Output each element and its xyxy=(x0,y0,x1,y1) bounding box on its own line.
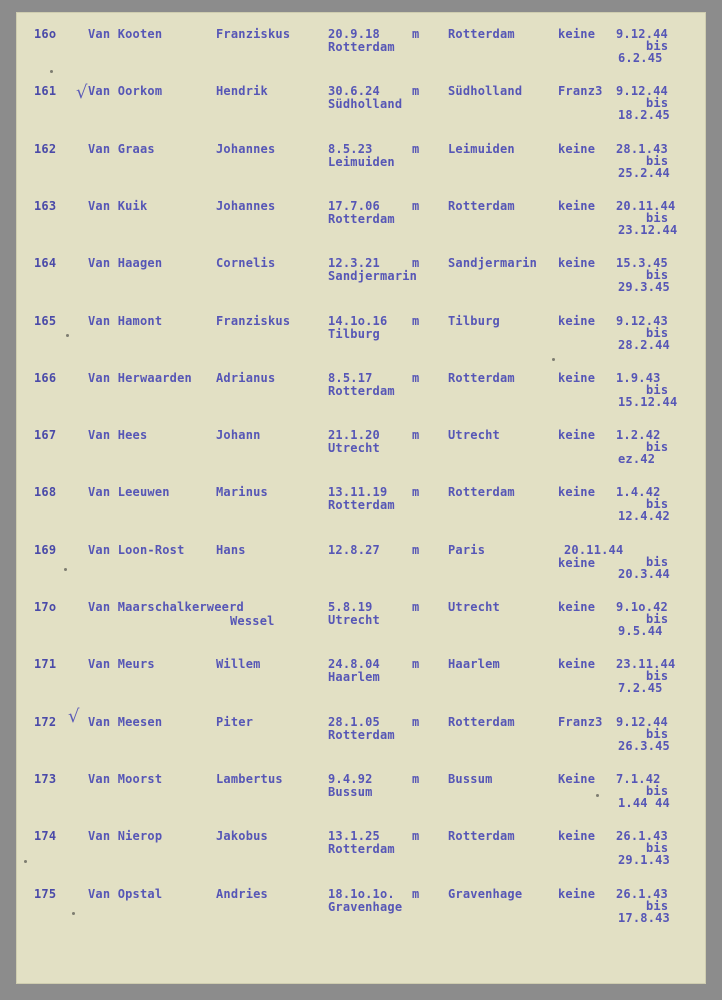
cell-nat: keine xyxy=(558,657,596,672)
cell-nat: Franz3 xyxy=(558,714,603,729)
cell-num: 171 xyxy=(34,657,57,672)
cell-res: Rotterdam xyxy=(448,370,515,385)
cell-bpl: Gravenhage xyxy=(328,899,403,914)
cell-num: 16o xyxy=(34,27,57,41)
cell-date: 14.1o.16 xyxy=(328,313,388,328)
table-row xyxy=(16,714,706,770)
cell-bis: bis xyxy=(646,612,669,626)
cell-num: 175 xyxy=(34,886,57,901)
cell-last: Van Kooten xyxy=(88,27,163,41)
cell-nat: keine xyxy=(558,370,596,385)
cell-bpl: Rotterdam xyxy=(328,40,395,54)
cell-res: Paris xyxy=(448,542,486,557)
cell-first: Johannes xyxy=(216,141,276,156)
cell-bis: bis xyxy=(646,440,669,455)
cell-sex: m xyxy=(412,542,420,557)
cell-bis: bis xyxy=(646,898,669,913)
cell-sex: m xyxy=(412,829,420,844)
cell-nat: Franz3 xyxy=(558,84,603,99)
cell-from: 9.1o.42 xyxy=(616,600,668,614)
cell-date: 5.8.19 xyxy=(328,600,373,614)
cell-bis: bis xyxy=(646,96,669,111)
cell-to: 9.5.44 xyxy=(618,624,663,638)
cell-num: 174 xyxy=(34,829,57,844)
cell-nat: keine xyxy=(558,313,596,328)
cell-date: 18.1o.1o. xyxy=(328,886,395,901)
cell-bis: bis xyxy=(646,783,669,798)
cell-bpl: Rotterdam xyxy=(328,727,395,742)
cell-num: 166 xyxy=(34,370,57,385)
cell-sex: m xyxy=(412,485,420,500)
cell-bis: bis xyxy=(646,210,669,225)
cell-bpl: Tilburg xyxy=(328,326,380,341)
cell-res: Rotterdam xyxy=(448,198,515,213)
cell-bis: bis xyxy=(646,39,669,53)
cell-nat: keine xyxy=(558,829,596,844)
cell-first: Piter xyxy=(216,714,254,729)
cell-date: 8.5.17 xyxy=(328,370,373,385)
cell-res: Südholland xyxy=(448,84,523,99)
cell-nat: keine xyxy=(558,555,596,570)
cell-from: 15.3.45 xyxy=(616,256,668,271)
cell-res: Utrecht xyxy=(448,428,500,443)
cell-date: 8.5.23 xyxy=(328,141,373,156)
cell-first: Wessel xyxy=(230,614,275,628)
cell-date: 20.9.18 xyxy=(328,27,380,41)
cell-bis: bis xyxy=(646,669,669,684)
table-row xyxy=(16,427,706,483)
cell-first: Hans xyxy=(216,542,246,557)
cell-bpl: Leimuiden xyxy=(328,154,395,169)
cell-first: Cornelis xyxy=(216,256,276,271)
cell-last: Van Loon-Rost xyxy=(88,542,185,557)
cell-nat: keine xyxy=(558,428,596,443)
cell-num: 167 xyxy=(34,428,57,443)
cell-res: Haarlem xyxy=(448,657,500,672)
cell-sex: m xyxy=(412,27,420,41)
cell-res: Bussum xyxy=(448,771,493,786)
cell-res: Sandjermarin xyxy=(448,256,538,271)
cell-last: Van Hamont xyxy=(88,313,163,328)
cell-to: 6.2.45 xyxy=(618,51,663,65)
cell-res: Rotterdam xyxy=(448,485,515,500)
document-page xyxy=(16,12,706,984)
cell-date: 21.1.20 xyxy=(328,428,380,443)
cell-date: 13.1.25 xyxy=(328,829,380,844)
cell-to: 29.1.43 xyxy=(618,853,670,868)
cell-bis: bis xyxy=(646,268,669,283)
cell-to: 28.2.44 xyxy=(618,337,670,352)
cell-from: 23.11.44 xyxy=(616,657,676,672)
cell-from: 1.4.42 xyxy=(616,485,661,500)
cell-nat: keine xyxy=(558,485,596,500)
cell-last: Van Leeuwen xyxy=(88,485,170,500)
cell-from: 9.12.44 xyxy=(616,714,668,729)
cell-res: Rotterdam xyxy=(448,829,515,844)
cell-first: Johannes xyxy=(216,198,276,213)
table-row xyxy=(16,198,706,254)
cell-bpl: Südholland xyxy=(328,97,403,112)
cell-res: Leimuiden xyxy=(448,141,515,156)
cell-nat: keine xyxy=(558,256,596,271)
table-row xyxy=(16,370,706,426)
cell-to: 23.12.44 xyxy=(618,222,678,237)
table-row xyxy=(16,313,706,369)
cell-sex: m xyxy=(412,771,420,786)
cell-to: 18.2.45 xyxy=(618,108,670,123)
cell-from: 26.1.43 xyxy=(616,886,668,901)
cell-last: Van Herwaarden xyxy=(88,370,192,385)
cell-last: Van Moorst xyxy=(88,771,163,786)
cell-last: Van Opstal xyxy=(88,886,163,901)
checkmark-annotation: √ xyxy=(68,706,80,727)
cell-num: 173 xyxy=(34,771,57,786)
cell-bis: bis xyxy=(646,726,669,741)
cell-bis: bis xyxy=(646,382,669,397)
cell-first: Marinus xyxy=(216,485,268,500)
cell-bpl: Bussum xyxy=(328,784,373,799)
cell-num: 165 xyxy=(34,313,57,328)
table-row xyxy=(16,771,706,827)
cell-res: Rotterdam xyxy=(448,27,515,41)
cell-bis: bis xyxy=(646,497,669,512)
table-row xyxy=(16,83,706,139)
cell-to: 25.2.44 xyxy=(618,165,670,180)
cell-nat: keine xyxy=(558,600,596,614)
cell-sex: m xyxy=(412,141,420,156)
cell-from: 9.12.44 xyxy=(616,84,668,99)
cell-last: Van Haagen xyxy=(88,256,163,271)
cell-last: Van Nierop xyxy=(88,829,163,844)
cell-date: 17.7.06 xyxy=(328,198,380,213)
cell-last: Van Graas xyxy=(88,141,155,156)
cell-first: Hendrik xyxy=(216,84,268,99)
cell-from: 26.1.43 xyxy=(616,829,668,844)
cell-to: 12.4.42 xyxy=(618,509,670,524)
cell-nat: keine xyxy=(558,198,596,213)
cell-res: Rotterdam xyxy=(448,714,515,729)
cell-nat: keine xyxy=(558,27,596,41)
cell-res: Tilburg xyxy=(448,313,500,328)
cell-bpl: Haarlem xyxy=(328,670,380,685)
cell-first: Lambertus xyxy=(216,771,283,786)
cell-from: 20.11.44 xyxy=(564,542,624,557)
cell-last: Van Kuik xyxy=(88,198,148,213)
cell-last: Van Oorkom xyxy=(88,84,163,99)
cell-bis: bis xyxy=(646,325,669,340)
cell-date: 12.8.27 xyxy=(328,542,380,557)
cell-date: 13.11.19 xyxy=(328,485,388,500)
cell-sex: m xyxy=(412,370,420,385)
table-row xyxy=(16,26,706,82)
cell-last: Van Meurs xyxy=(88,657,155,672)
cell-last: Van Meesen xyxy=(88,714,163,729)
cell-from: 28.1.43 xyxy=(616,141,668,156)
cell-bpl: Rotterdam xyxy=(328,842,395,857)
cell-from: 20.11.44 xyxy=(616,198,676,213)
cell-first: Andries xyxy=(216,886,268,901)
cell-num: 161 xyxy=(34,84,57,99)
cell-sex: m xyxy=(412,886,420,901)
cell-from: 1.9.43 xyxy=(616,370,661,385)
cell-num: 163 xyxy=(34,198,57,213)
checkmark-annotation: √ xyxy=(76,82,88,103)
cell-sex: m xyxy=(412,657,420,672)
cell-sex: m xyxy=(412,714,420,729)
cell-res: Gravenhage xyxy=(448,886,523,901)
cell-bpl: Rotterdam xyxy=(328,211,395,226)
cell-num: 164 xyxy=(34,256,57,271)
table-row xyxy=(16,542,706,598)
cell-first: Franziskus xyxy=(216,313,291,328)
table-row xyxy=(16,599,706,655)
cell-to: 1.44 44 xyxy=(618,795,670,810)
cell-first: Willem xyxy=(216,657,261,672)
cell-sex: m xyxy=(412,84,420,99)
cell-date: 30.6.24 xyxy=(328,84,380,99)
cell-bpl: Utrecht xyxy=(328,613,380,627)
cell-sex: m xyxy=(412,600,420,614)
cell-bpl: Rotterdam xyxy=(328,383,395,398)
cell-to: 26.3.45 xyxy=(618,738,670,753)
table-row xyxy=(16,828,706,884)
cell-bpl: Utrecht xyxy=(328,441,380,456)
cell-from: 7.1.42 xyxy=(616,771,661,786)
table-row xyxy=(16,484,706,540)
cell-last: Van Hees xyxy=(88,428,148,443)
cell-to: 17.8.43 xyxy=(618,910,670,925)
cell-num: 172 xyxy=(34,714,57,729)
cell-bpl: Rotterdam xyxy=(328,498,395,513)
cell-sex: m xyxy=(412,313,420,328)
cell-nat: Keine xyxy=(558,771,596,786)
cell-first: Franziskus xyxy=(216,27,291,41)
cell-nat: keine xyxy=(558,886,596,901)
cell-first: Adrianus xyxy=(216,370,276,385)
cell-date: 9.4.92 xyxy=(328,771,373,786)
cell-to: 15.12.44 xyxy=(618,394,678,409)
cell-to: 29.3.45 xyxy=(618,280,670,295)
cell-res: Utrecht xyxy=(448,600,500,614)
cell-date: 28.1.05 xyxy=(328,714,380,729)
cell-num: 168 xyxy=(34,485,57,500)
table-row xyxy=(16,886,706,942)
cell-sex: m xyxy=(412,256,420,271)
cell-from: 9.12.43 xyxy=(616,313,668,328)
cell-bpl: Sandjermarin xyxy=(328,269,418,284)
cell-bis: bis xyxy=(646,153,669,168)
cell-nat: keine xyxy=(558,141,596,156)
cell-bis: bis xyxy=(646,554,669,569)
cell-num: 169 xyxy=(34,542,57,557)
cell-from: 9.12.44 xyxy=(616,27,668,41)
cell-sex: m xyxy=(412,428,420,443)
cell-from: 1.2.42 xyxy=(616,428,661,443)
table-row xyxy=(16,141,706,197)
cell-bis: bis xyxy=(646,841,669,856)
cell-to: ez.42 xyxy=(618,452,656,467)
cell-sex: m xyxy=(412,198,420,213)
cell-num: 17o xyxy=(34,600,57,614)
table-row xyxy=(16,656,706,712)
cell-to: 20.3.44 xyxy=(618,566,670,581)
cell-date: 12.3.21 xyxy=(328,256,380,271)
cell-num: 162 xyxy=(34,141,57,156)
cell-date: 24.8.04 xyxy=(328,657,380,672)
cell-first: Johann xyxy=(216,428,261,443)
cell-last: Van Maarschalkerweerd xyxy=(88,600,244,614)
table-row xyxy=(16,255,706,311)
cell-to: 7.2.45 xyxy=(618,681,663,696)
cell-first: Jakobus xyxy=(216,829,268,844)
